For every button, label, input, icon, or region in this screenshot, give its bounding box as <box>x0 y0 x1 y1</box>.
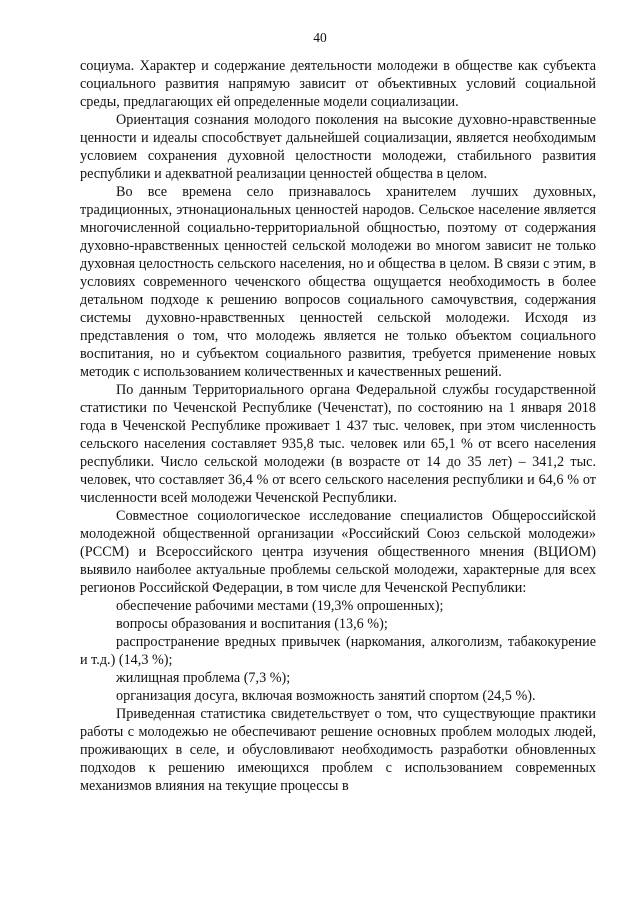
paragraph-closing: Приведенная статистика свидетельствует о том, что существующие практики работы с молодежью не обеспечивают решение основных проблем молодых людей, проживающих в селе, и обусловливают необходимость разработки обновленных подходов к решению имеющихся проблем с использованием современных механизмов влияния на текущие процессы в <box>80 706 596 794</box>
page-number: 40 <box>313 30 327 45</box>
body-text <box>80 57 596 795</box>
list-item-jobs: обеспечение рабочими местами (19,3% опрошенных); <box>116 598 444 614</box>
list-item-leisure: организация досуга, включая возможность занятий спортом (24,5 %). <box>116 688 536 704</box>
paragraph-village-values: Во все времена село признавалось хранителем лучших духовных, традиционных, этнонациональных ценностей народов. Сельское население является многочисленной социально-территориальной общностью, поэтому от содержания духовно-нравственных ценностей сельской молодежи во многом зависит не только духовная целостность сельского населения, но и общества в целом. В связи с этим, в условиях современного чеченского общества ощущается необходимость в более детальном подходе к решению вопросов социального самочувствия, содержания системы духовно-нравственных ценностей сельской молодежи. Исходя из представления о том, что молодежь является не только объектом социального воспитания, но и субъектом социального развития, требуется применение новых методик с использованием количественных и качественных решений. <box>80 184 596 380</box>
list-item-bad-habits: распространение вредных привычек (наркомания, алкоголизм, табакокурение и т.д.) (14,3 %); <box>80 634 596 668</box>
paragraph-orientation: Ориентация сознания молодого поколения на высокие духовно-нравственные ценности и идеалы способствует дальнейшей социализации, является необходимым условием сохранения духовной целостности молодежи, стабильного развития республики и адекватной реализации ценностей общества в целом. <box>80 112 596 182</box>
list-item-education: вопросы образования и воспитания (13,6 %); <box>116 616 388 632</box>
paragraph-survey: Совместное социологическое исследование специалистов Общероссийской молодежной общественной организации «Российский Союз сельской молодежи» (РССМ) и Всероссийского центра изучения общественного мнения (ВЦИОМ) выявило наиболее актуальные проблемы сельской молодежи, характерные для всех регионов Российской Федерации, в том числе для Чеченской Республики: <box>80 508 596 596</box>
list-item-housing: жилищная проблема (7,3 %); <box>116 670 291 686</box>
paragraph-continuation: социума. Характер и содержание деятельности молодежи в обществе как субъекта социального развития напрямую зависит от объективных условий социальной среды, предлагающих ей определенные модели социализации. <box>80 58 596 110</box>
paragraph-statistics: По данным Территориального органа Федеральной службы государственной статистики по Чеченской Республике (Чеченстат), по состоянию на 1 января 2018 года в Чеченской Республике проживает 1 437 тыс. человек, при этом численность сельского населения составляет 935,8 тыс. человек или 65,1 % от всего населения республики. Число сельской молодежи (в возрасте от 14 до 35 лет) – 341,2 тыс. человек, что составляет 36,4 % от всего сельского населения республики и 64,6 % от численности всей молодежи Чеченской Республики. <box>80 382 596 506</box>
